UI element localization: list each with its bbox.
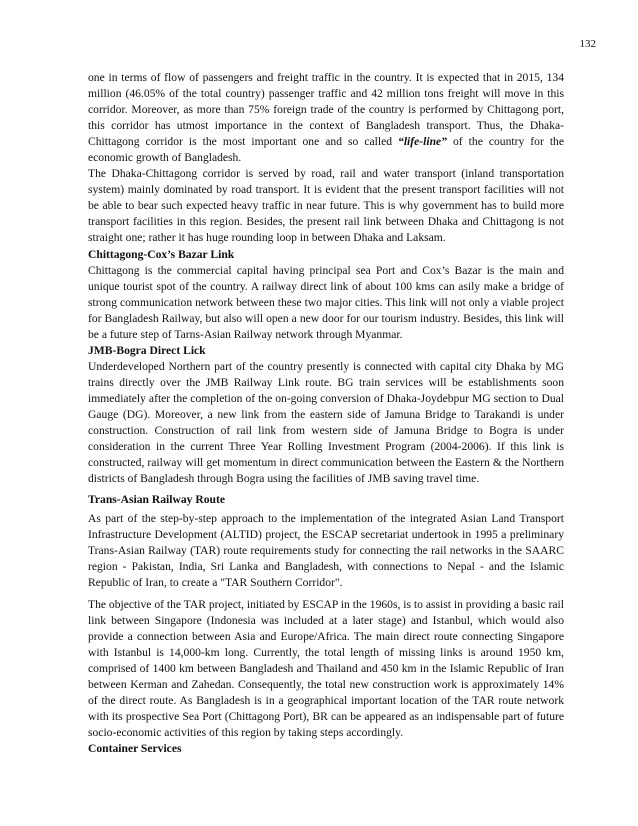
- paragraph-text: of the country for the economic growth of Bangladesh.: [88, 135, 564, 165]
- paragraph-jmb-bogra: Underdeveloped Northern part of the country presently is connected with capital city Dhaka by MG trains directly over the JMB Railway Link route. BG train services will be establishments soon immediately after the completion of the on-going conversion of Dhaka-Joydebpur MG section to Dual Gauge (DG). Moreover, a new link from the eastern side of Jamuna Bridge to Tarakandi is under construction. Construction of rail link from western side of Jamuna Bridge to Bogra is under consideration in the current Three Year Rolling Investment Program (2004-2006). If this link is constructed, railway will get momentum in direct communication between the Eastern & the Northern districts of Bangladesh through Bogra using the facilities of JMB saving travel time.: [88, 359, 564, 486]
- paragraph-tar-objective: The objective of the TAR project, initiated by ESCAP in the 1960s, is to assist in providing a basic rail link between Singapore (Indonesia was included at a later stage) and Istanbul, which would also provide a connection between Asia and Europe/Africa. The main direct route connecting Singapore with Istanbul is 14,000-km long. Currently, the total length of missing links is around 1950 km, comprised of 1400 km between Bangladesh and Thailand and 450 km in the Islamic Republic of Iran between Kerman and Zahedan. Consequently, the total new construction work is approximately 14% of the direct route. As Bangladesh is in a geographical important location of the TAR route network with its prospective Sea Port (Chittagong Port), BR can be appeared as an indispensable part of future socio-economic activities of this region by taking steps accordingly.: [88, 597, 564, 739]
- page-body: [88, 70, 564, 757]
- heading-jmb-bogra-direct-link: JMB-Bogra Direct Lick: [88, 343, 206, 357]
- paragraph-corridor-transport: The Dhaka-Chittagong corridor is served by road, rail and water transport (inland transportation system) mainly dominated by road transport. It is evident that the present transport facilities will not be able to bear such expected heavy traffic in near future. This is why government has to build more transport facilities in this region. Besides, the present rail link between Dhaka and Chittagong is not straight one; rather it has huge rounding loop in between Dhaka and Laksam.: [88, 167, 564, 245]
- emphasis-life-line: “life-line”: [398, 135, 447, 149]
- page-number: 132: [579, 38, 596, 50]
- heading-trans-asian-railway-route: Trans-Asian Railway Route: [88, 493, 225, 507]
- paragraph-coxs-bazar: Chittagong is the commercial capital having principal sea Port and Cox’s Bazar is the main and unique tourist spot of the country. A railway direct link of about 100 kms can asily make a bridge of strong communication network between these two major cities. This link will not only a viable project for Bangladesh Railway, but also will open a new door for our tourism industry. Besides, this link will be a future step of Tarns-Asian Railway network through Myanmar.: [88, 263, 564, 341]
- paragraph-altid-project: As part of the step-by-step approach to the implementation of the integrated Asian Land Transport Infrastructure Development (ALTID) project, the ESCAP secretariat undertook in 1995 a preliminary Trans-Asian Railway (TAR) route requirements study for connecting the rail networks in the SAARC region - Pakistan, India, Sri Lanka and Bangladesh, with connections to Nepal - and the Islamic Republic of Iran, to create a "TAR Southern Corridor".: [88, 512, 564, 590]
- heading-container-services: Container Services: [88, 741, 182, 755]
- heading-chittagong-coxs-bazar-link: Chittagong-Cox’s Bazar Link: [88, 247, 235, 261]
- paragraph-dhaka-chittagong-corridor: [88, 70, 564, 166]
- paragraph-text: one in terms of flow of passengers and freight traffic in the country. It is expected that in 2015, 134 million (46.05% of the total country) passenger traffic and 42 million tons freight will move in this corridor. Moreover, as more than 75% foreign trade of the country is performed by Chittagong port, this corridor has utmost importance in the context of Bangladesh transport. Thus, the Dhaka-Chittagong corridor is the most important one and so called: [88, 71, 564, 149]
